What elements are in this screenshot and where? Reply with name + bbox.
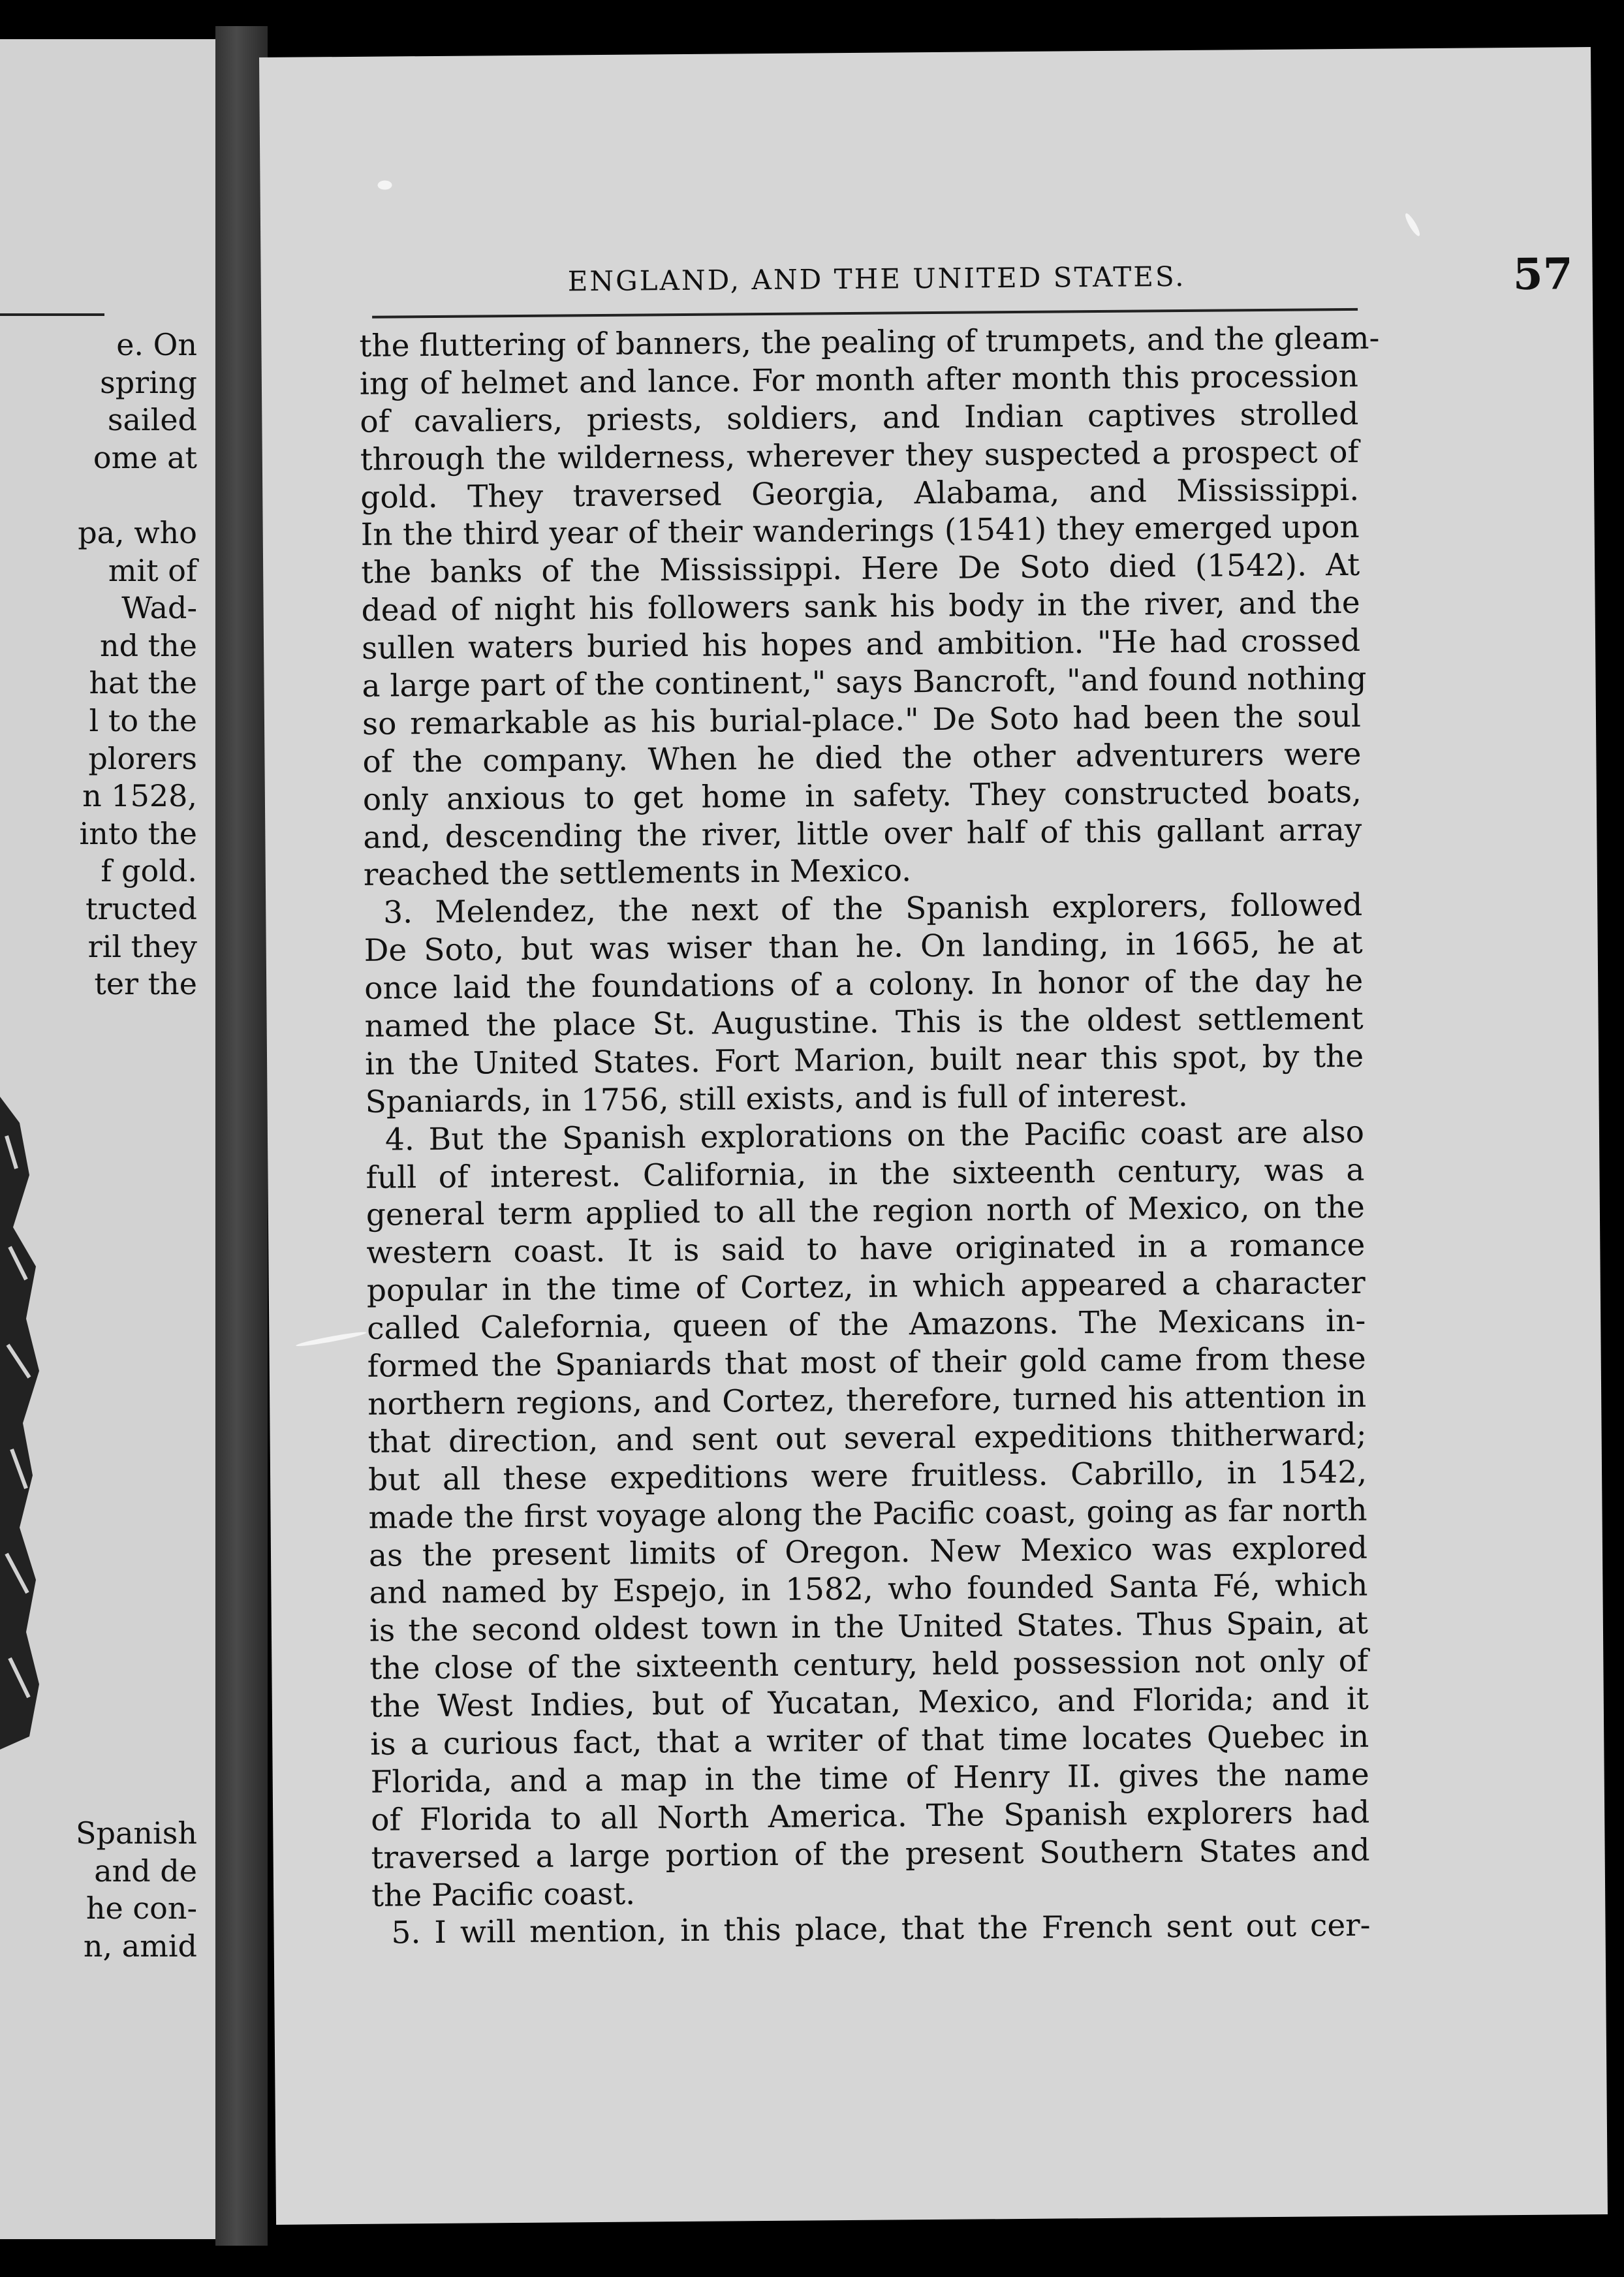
- text-line: is the second oldest town in the United States. Thus Spain, at: [369, 1605, 1369, 1650]
- text-line: he con-: [86, 1891, 197, 1926]
- text-line: northern regions, and Cortez, therefore, turned his attention in: [367, 1378, 1367, 1422]
- text-line: popular in the time of Cortez, in which appeared a character: [366, 1265, 1366, 1310]
- text-line: named the place St. Augustine. This is the oldest settlement: [364, 1000, 1364, 1044]
- scan-speck: [1403, 212, 1422, 238]
- text-line: hat the: [89, 665, 197, 701]
- text-line: and, descending the river, little over half of this gallant array: [363, 811, 1362, 856]
- text-line: 5. I will mention, in this place, that the French sent out cer-: [391, 1908, 1371, 1951]
- text-line: the West Indies, but of Yucatan, Mexico, and Florida; and it: [369, 1680, 1369, 1725]
- text-line: called Calefornia, queen of the Amazons. The Mexicans in-: [367, 1302, 1366, 1347]
- text-line: Spanish: [76, 1815, 197, 1851]
- text-line: the fluttering of banners, the pealing of trumpets, and the gleam-: [359, 320, 1380, 364]
- text-line: In the third year of their wanderings (1541) they emerged upon: [360, 509, 1360, 554]
- running-title: ENGLAND, AND THE UNITED STATES.: [567, 260, 1186, 298]
- text-line: of Florida to all North America. The Spanish explorers had: [370, 1794, 1370, 1838]
- text-line: general term applied to all the region north of Mexico, on the: [366, 1189, 1366, 1234]
- text-line: ril they: [87, 928, 197, 964]
- scan-speck: [296, 1330, 367, 1348]
- text-line: ter the: [94, 966, 197, 1002]
- text-line: tructed: [85, 890, 197, 926]
- text-line: and de: [94, 1853, 197, 1889]
- text-line: made the first voyage along the Pacific coast, going as far north: [368, 1492, 1367, 1536]
- previous-page-head-rule: [0, 313, 104, 316]
- text-line: only anxious to get home in safety. They constructed boats,: [362, 774, 1362, 818]
- text-line: full of interest. California, in the sixteenth century, was a: [366, 1152, 1365, 1196]
- page-number: 57: [1512, 248, 1573, 300]
- previous-page-fragment: [0, 39, 215, 2239]
- text-line: the Pacific coast.: [371, 1876, 636, 1914]
- previous-page-text-bottom: [0, 1815, 197, 1965]
- text-line: that direction, and sent out several expeditions thitherward;: [367, 1416, 1367, 1460]
- text-line: ome at: [93, 439, 197, 475]
- text-line: of the company. When he died the other adventurers were: [362, 736, 1362, 780]
- text-line: as the present limits of Oregon. New Mexico was explored: [368, 1530, 1368, 1574]
- body-text: [359, 320, 1380, 1953]
- text-line: 4. But the Spanish explorations on the Pacific coast are also: [384, 1114, 1365, 1158]
- book-page: [259, 47, 1608, 2225]
- text-line: a large part of the continent," says Bancroft, "and found nothing: [362, 660, 1367, 704]
- text-line: and named by Espejo, in 1582, who founded Santa Fé, which: [369, 1567, 1368, 1612]
- text-line: but all these expeditions were fruitless. Cabrillo, in 1542,: [367, 1454, 1367, 1498]
- text-line: through the wilderness, wherever they suspected a prospect of: [360, 433, 1360, 478]
- text-line: Wad-: [121, 590, 197, 626]
- text-line: the close of the sixteenth century, held possession not only of: [369, 1642, 1369, 1687]
- text-line: e. On: [116, 327, 197, 362]
- text-line: western coast. It is said to have originated in a romance: [366, 1227, 1366, 1272]
- text-line: nd the: [99, 627, 197, 663]
- text-line: in the United States. Fort Marion, built near this spot, by the: [364, 1038, 1364, 1082]
- scan-speck: [377, 180, 392, 189]
- running-head: [366, 248, 1624, 306]
- text-line: n 1528,: [82, 778, 197, 814]
- text-line: De Soto, but was wiser than he. On landing, in 1665, he at: [364, 925, 1363, 969]
- text-line: once laid the foundations of a colony. In honor of the day he: [364, 962, 1364, 1007]
- text-line: f gold.: [101, 853, 197, 889]
- head-rule: [372, 308, 1358, 319]
- text-line: ing of helmet and lance. For month after month this procession: [359, 358, 1359, 402]
- text-line: l to the: [89, 702, 197, 738]
- text-line: of cavaliers, priests, soldiers, and Indian captives strolled: [360, 396, 1359, 440]
- text-line: n, amid: [83, 1928, 197, 1964]
- text-line: gold. They traversed Georgia, Alabama, and Mississippi.: [360, 471, 1360, 516]
- text-line: formed the Spaniards that most of their gold came from these: [367, 1340, 1366, 1385]
- text-line: pa, who: [78, 514, 197, 550]
- text-line: is a curious fact, that a writer of that time locates Quebec in: [370, 1718, 1369, 1763]
- text-line: Spaniards, in 1756, still exists, and is full of interest.: [365, 1077, 1189, 1120]
- text-line: sullen waters buried his hopes and ambition. "He had crossed: [361, 622, 1361, 667]
- previous-page-text-top: [0, 326, 197, 1003]
- text-line: so remarkable as his burial-place." De Soto had been the soul: [362, 698, 1362, 742]
- text-line: [0, 477, 197, 514]
- text-line: traversed a large portion of the present Southern States and: [371, 1832, 1370, 1876]
- text-line: mit of: [108, 552, 197, 588]
- text-line: the banks of the Mississippi. Here De Soto died (1542). At: [360, 547, 1360, 591]
- text-line: Florida, and a map in the time of Henry II. gives the name: [370, 1756, 1369, 1800]
- text-line: spring: [100, 364, 197, 400]
- text-line: into the: [79, 815, 197, 851]
- text-line: sailed: [107, 402, 197, 438]
- engraving-illustration-fragment: [0, 1097, 46, 1750]
- book-gutter: [215, 26, 268, 2246]
- text-line: reached the settlements in Mexico.: [363, 853, 912, 894]
- text-line: dead of night his followers sank his body in the river, and the: [361, 585, 1360, 629]
- text-line: 3. Melendez, the next of the Spanish explorers, followed: [383, 887, 1363, 931]
- text-line: plorers: [88, 740, 197, 776]
